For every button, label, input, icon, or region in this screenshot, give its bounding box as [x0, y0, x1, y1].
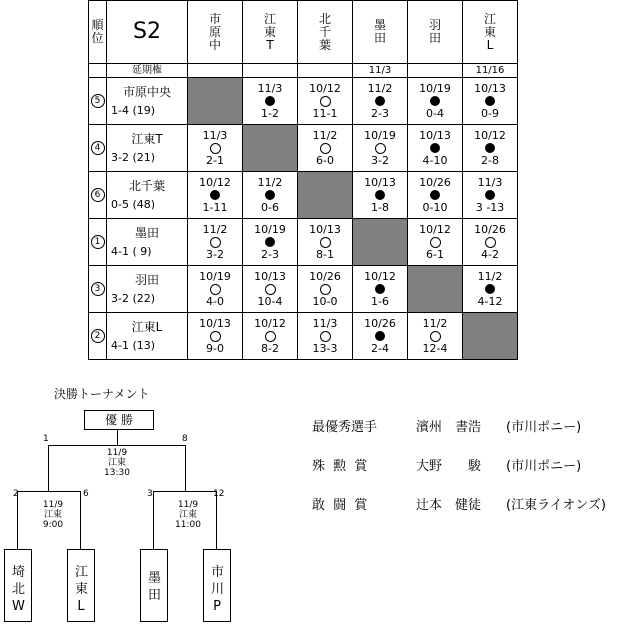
bracket-line — [153, 491, 217, 492]
result-cell — [408, 172, 463, 219]
match-date: 10/12 — [309, 81, 341, 95]
match-date: 11/3 — [202, 128, 228, 142]
match-date: 10/12 — [419, 222, 451, 236]
col-header: 江東T — [243, 1, 298, 64]
match-date: 11/2 — [422, 316, 448, 330]
match-score: 3-2 — [206, 247, 224, 261]
match-score: 3 -13 — [475, 200, 505, 214]
loss-circle-icon — [188, 236, 242, 249]
team-record: 3-2 (21) — [111, 151, 156, 164]
bracket-line — [48, 445, 186, 446]
team-name: 江東T — [131, 132, 163, 146]
match-score: 1-8 — [371, 200, 389, 214]
result-cell — [408, 313, 463, 360]
team-box: 江東L — [67, 549, 95, 622]
rank-cell — [89, 219, 107, 266]
match-date: 10/12 — [254, 316, 286, 330]
loss-circle-icon — [353, 142, 407, 155]
match-score: 2-3 — [261, 247, 279, 261]
semi-right-score-a: 3 — [147, 489, 153, 499]
tournament-title: 決勝トーナメント — [54, 387, 150, 401]
match-score: 6-0 — [316, 153, 334, 167]
match-date: 11/2 — [367, 81, 393, 95]
final-info: 11/9 江東 13:30 — [104, 448, 130, 478]
win-dot-icon — [463, 189, 517, 202]
team-cell — [107, 313, 188, 360]
self-cell — [298, 172, 353, 219]
match-score: 10-4 — [257, 294, 283, 308]
result-cell — [353, 266, 408, 313]
self-cell — [408, 266, 463, 313]
award-name: 大野 駿 — [416, 459, 482, 474]
team-box: 墨田 — [140, 549, 168, 622]
match-score: 8-1 — [316, 247, 334, 261]
match-score: 6-1 — [426, 247, 444, 261]
win-dot-icon — [243, 95, 297, 108]
col-header: 江東L — [463, 1, 518, 64]
match-score: 8-2 — [261, 341, 279, 355]
team-cell — [107, 266, 188, 313]
result-cell — [463, 266, 518, 313]
rank-badge: 3 — [91, 282, 105, 296]
match-date: 10/13 — [254, 269, 286, 283]
bracket-line — [153, 491, 154, 549]
loss-circle-icon — [408, 330, 462, 343]
rank-cell — [89, 266, 107, 313]
award-title: 敢 闘 賞 — [312, 498, 370, 513]
match-score: 3-2 — [371, 153, 389, 167]
ext-value — [298, 64, 353, 78]
match-score: 13-3 — [312, 341, 338, 355]
win-dot-icon — [408, 142, 462, 155]
rank-header: 順位 — [89, 1, 107, 64]
team-name: 羽田 — [134, 273, 159, 287]
award-team: (市川ポニー) — [506, 459, 582, 474]
loss-circle-icon — [408, 236, 462, 249]
table-row — [89, 78, 518, 125]
team-record: 4-1 ( 9) — [111, 245, 152, 258]
loss-circle-icon — [188, 142, 242, 155]
self-cell — [463, 313, 518, 360]
match-score: 2-1 — [206, 153, 224, 167]
win-dot-icon — [463, 95, 517, 108]
league-table — [88, 0, 518, 360]
loss-circle-icon — [243, 330, 297, 343]
team-box: 埼北W — [4, 549, 32, 622]
table-row — [89, 219, 518, 266]
award-name: 濱州 書浩 — [416, 420, 482, 435]
ext-label: 延期権 — [107, 64, 188, 78]
match-date: 10/13 — [364, 175, 396, 189]
match-date: 10/19 — [419, 81, 451, 95]
loss-circle-icon — [298, 283, 352, 296]
result-cell — [243, 219, 298, 266]
winner-box: 優 勝 — [84, 410, 154, 430]
win-dot-icon — [353, 189, 407, 202]
table-row — [89, 125, 518, 172]
match-score: 2-3 — [371, 106, 389, 120]
table-row — [89, 172, 518, 219]
ext-rank-blank — [89, 64, 107, 78]
match-date: 10/13 — [309, 222, 341, 236]
win-dot-icon — [463, 142, 517, 155]
match-date: 10/26 — [364, 316, 396, 330]
final-left-score: 1 — [43, 434, 49, 444]
match-date: 11/3 — [257, 81, 283, 95]
col-header: 市原中 — [188, 1, 243, 64]
col-header: 墨田 — [353, 1, 408, 64]
match-score: 1-2 — [261, 106, 279, 120]
result-cell — [353, 172, 408, 219]
rank-badge: 6 — [91, 188, 105, 202]
win-dot-icon — [408, 95, 462, 108]
loss-circle-icon — [298, 236, 352, 249]
result-cell — [243, 172, 298, 219]
rank-cell — [89, 313, 107, 360]
rank-badge: 5 — [91, 94, 105, 108]
result-cell — [298, 313, 353, 360]
loss-circle-icon — [188, 330, 242, 343]
bracket-line — [17, 491, 18, 549]
win-dot-icon — [353, 330, 407, 343]
final-right-score: 8 — [182, 434, 188, 444]
result-cell — [188, 266, 243, 313]
self-cell — [188, 78, 243, 125]
match-date: 10/13 — [474, 81, 506, 95]
ext-value: 11/3 — [353, 64, 408, 78]
match-date: 10/13 — [419, 128, 451, 142]
match-score: 9-0 — [206, 341, 224, 355]
result-cell — [188, 313, 243, 360]
result-cell — [463, 125, 518, 172]
result-cell — [243, 266, 298, 313]
match-date: 10/26 — [309, 269, 341, 283]
bracket-line — [17, 491, 81, 492]
loss-circle-icon — [243, 283, 297, 296]
match-date: 10/12 — [474, 128, 506, 142]
result-cell — [188, 172, 243, 219]
match-score: 4-10 — [422, 153, 448, 167]
win-dot-icon — [188, 189, 242, 202]
result-cell — [463, 219, 518, 266]
bracket-line — [216, 491, 217, 549]
match-score: 4-2 — [481, 247, 499, 261]
ext-value — [243, 64, 298, 78]
team-cell — [107, 219, 188, 266]
team-name: 墨田 — [134, 226, 159, 240]
self-cell — [353, 219, 408, 266]
award-title: 最優秀選手 — [312, 420, 378, 435]
result-cell — [463, 172, 518, 219]
bracket-line — [117, 429, 118, 445]
result-cell — [298, 78, 353, 125]
match-score: 0-9 — [481, 106, 499, 120]
match-score: 12-4 — [422, 341, 448, 355]
match-score: 4-12 — [477, 294, 503, 308]
match-score: 1-6 — [371, 294, 389, 308]
match-date: 10/19 — [364, 128, 396, 142]
semi-right-info: 11/9 江東 11:00 — [175, 500, 201, 530]
result-cell — [188, 219, 243, 266]
team-cell — [107, 78, 188, 125]
bracket-line — [185, 445, 186, 491]
match-score: 4-0 — [206, 294, 224, 308]
team-name: 江東L — [131, 320, 163, 334]
rank-badge: 1 — [91, 235, 105, 249]
match-date: 10/26 — [474, 222, 506, 236]
match-score: 2-4 — [371, 341, 389, 355]
award-title: 殊 勲 賞 — [312, 459, 370, 474]
table-row — [89, 313, 518, 360]
result-cell — [408, 125, 463, 172]
result-cell — [408, 219, 463, 266]
team-record: 4-1 (13) — [111, 339, 156, 352]
semi-right-score-b: 12 — [213, 489, 225, 499]
team-record: 0-5 (48) — [111, 198, 156, 211]
result-cell — [188, 125, 243, 172]
award-team: (市川ポニー) — [506, 420, 582, 435]
loss-circle-icon — [298, 95, 352, 108]
win-dot-icon — [243, 236, 297, 249]
semi-left-info: 11/9 江東 9:00 — [42, 500, 64, 530]
win-dot-icon — [243, 189, 297, 202]
result-cell — [408, 78, 463, 125]
match-date: 10/12 — [364, 269, 396, 283]
match-date: 11/3 — [312, 316, 338, 330]
match-date: 10/26 — [419, 175, 451, 189]
self-cell — [243, 125, 298, 172]
team-name: 北千葉 — [128, 179, 165, 193]
loss-circle-icon — [463, 236, 517, 249]
team-record: 1-4 (19) — [111, 104, 156, 117]
rank-cell — [89, 125, 107, 172]
result-cell — [298, 125, 353, 172]
league-body — [89, 78, 518, 360]
result-cell — [243, 78, 298, 125]
match-date: 10/13 — [199, 316, 231, 330]
match-score: 0-10 — [422, 200, 448, 214]
match-date: 10/19 — [199, 269, 231, 283]
rank-badge: 2 — [91, 329, 105, 343]
win-dot-icon — [353, 95, 407, 108]
semi-left-score-a: 2 — [13, 489, 19, 499]
match-score: 11-1 — [312, 106, 338, 120]
match-score: 1-11 — [202, 200, 228, 214]
team-cell — [107, 125, 188, 172]
team-name: 市原中央 — [122, 85, 171, 99]
award-team: (江東ライオンズ) — [506, 498, 606, 513]
match-score: 0-6 — [261, 200, 279, 214]
ext-value — [188, 64, 243, 78]
match-date: 11/3 — [477, 175, 503, 189]
bracket-line — [80, 491, 81, 549]
match-date: 10/19 — [254, 222, 286, 236]
match-score: 2-8 — [481, 153, 499, 167]
col-header: 北千葉 — [298, 1, 353, 64]
match-date: 11/2 — [202, 222, 228, 236]
match-score: 0-4 — [426, 106, 444, 120]
match-date: 10/12 — [199, 175, 231, 189]
ext-value — [408, 64, 463, 78]
table-title: S2 — [107, 1, 188, 64]
bracket-line — [48, 445, 49, 491]
win-dot-icon — [353, 283, 407, 296]
loss-circle-icon — [188, 283, 242, 296]
rank-cell — [89, 172, 107, 219]
result-cell — [353, 78, 408, 125]
match-date: 11/2 — [257, 175, 283, 189]
rank-badge: 4 — [91, 141, 105, 155]
match-score: 10-0 — [312, 294, 338, 308]
team-cell — [107, 172, 188, 219]
result-cell — [353, 313, 408, 360]
win-dot-icon — [408, 189, 462, 202]
match-date: 11/2 — [312, 128, 338, 142]
team-record: 3-2 (22) — [111, 292, 156, 305]
result-cell — [298, 266, 353, 313]
semi-left-score-b: 6 — [83, 489, 89, 499]
team-box: 市川P — [203, 549, 231, 622]
rank-cell — [89, 78, 107, 125]
award-name: 辻本 健徒 — [416, 498, 482, 513]
col-header: 羽田 — [408, 1, 463, 64]
ext-value: 11/16 — [463, 64, 518, 78]
win-dot-icon — [463, 283, 517, 296]
result-cell — [298, 219, 353, 266]
loss-circle-icon — [298, 142, 352, 155]
table-row — [89, 266, 518, 313]
match-date: 11/2 — [477, 269, 503, 283]
result-cell — [463, 78, 518, 125]
result-cell — [243, 313, 298, 360]
result-cell — [353, 125, 408, 172]
loss-circle-icon — [298, 330, 352, 343]
